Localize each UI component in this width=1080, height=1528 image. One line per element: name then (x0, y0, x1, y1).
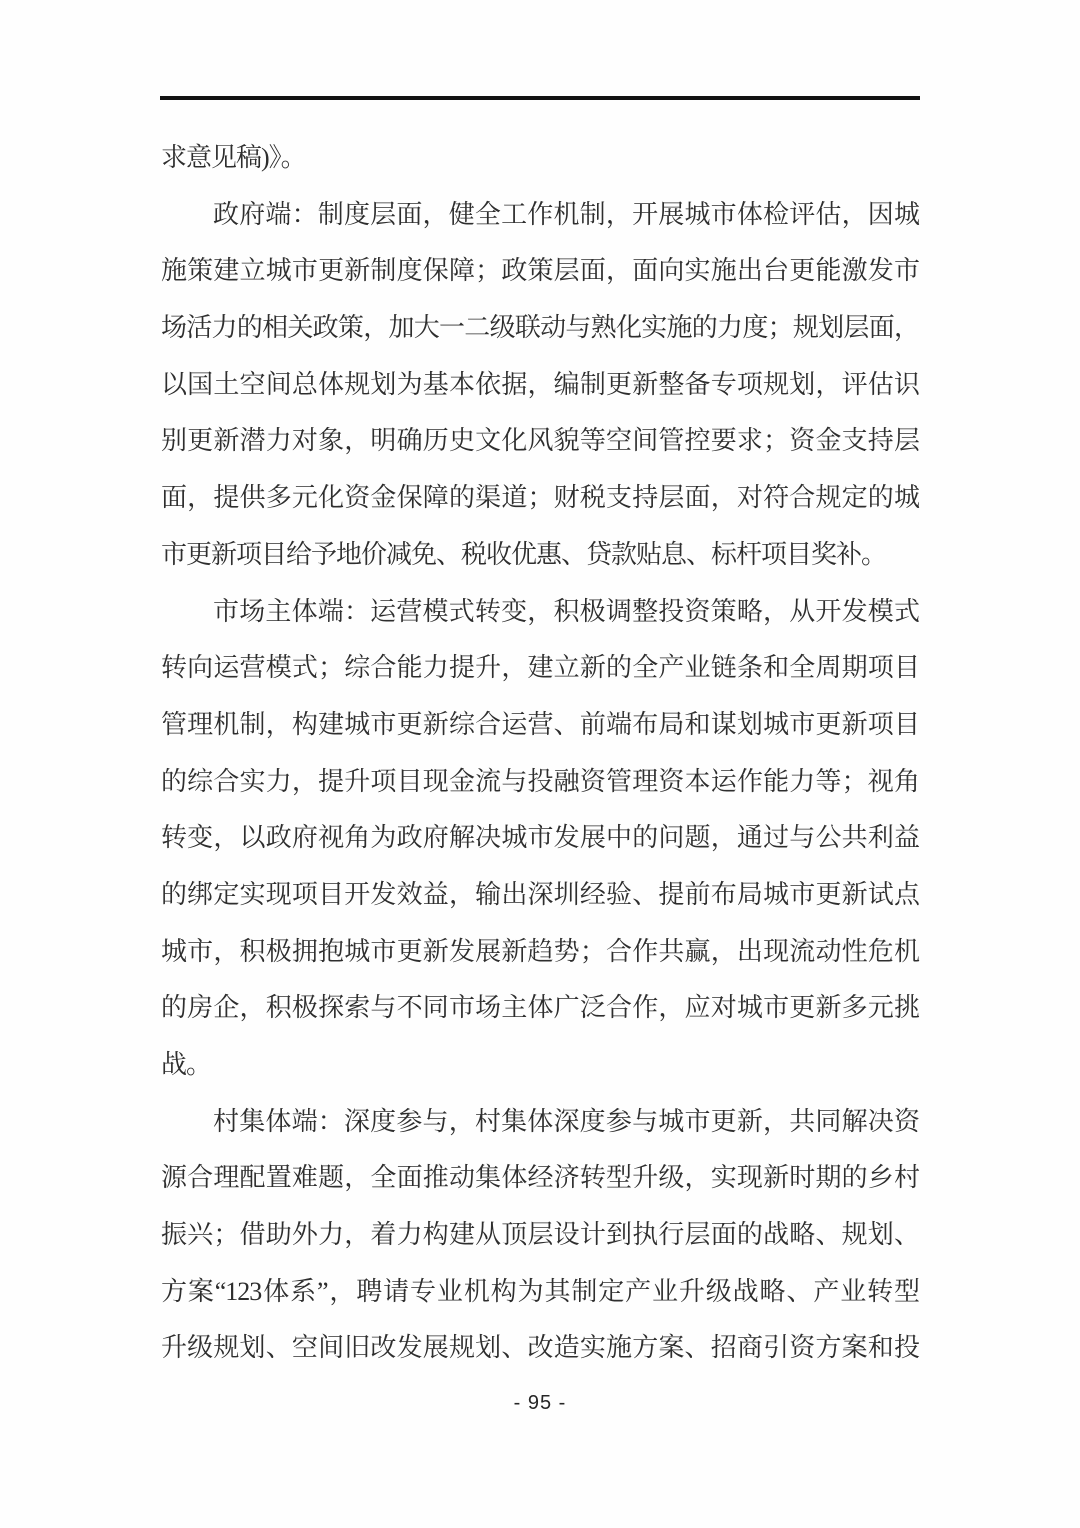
text-line: 求意见稿)》。 (161, 143, 306, 172)
text-line: 的房企，积极探索与不同市场主体广泛合作，应对城市更新多元挑 (161, 993, 919, 1023)
text-line: 方案“123体系”，聘请专业机构为其制定产业升级战略、产业转型 (161, 1276, 919, 1306)
text-line: 振兴；借助外力，着力构建从顶层设计到执行层面的战略、规划、 (161, 1220, 919, 1250)
text-line: 升级规划、空间旧改发展规划、改造实施方案、招商引资方案和投 (161, 1333, 919, 1363)
text-line: 战。 (161, 1050, 212, 1079)
paragraph (161, 187, 919, 584)
paragraph (161, 130, 919, 187)
text-line: 的绑定实现项目开发效益，输出深圳经验、提前布局城市更新试点 (161, 879, 919, 909)
page-number: - 95 - (513, 1392, 567, 1414)
text-line: 的综合实力，提升项目现金流与投融资管理资本运作能力等；视角 (161, 766, 919, 796)
text-line: 市场主体端：运营模式转变，积极调整投资策略，从开发模式 (213, 596, 919, 626)
text-line: 面，提供多元化资金保障的渠道；财税支持层面，对符合规定的城 (161, 483, 919, 513)
header-rule (160, 96, 920, 100)
text-line: 村集体端：深度参与，村集体深度参与城市更新，共同解决资 (213, 1106, 919, 1136)
paragraph (161, 1094, 919, 1377)
text-line: 转向运营模式；综合能力提升，建立新的全产业链条和全周期项目 (161, 653, 919, 683)
paragraph (161, 584, 919, 1094)
text-line: 政府端：制度层面，健全工作机制，开展城市体检评估，因城 (213, 199, 919, 229)
text-line: 以国土空间总体规划为基本依据，编制更新整备专项规划，评估识 (161, 369, 919, 399)
text-line: 转变，以政府视角为政府解决城市发展中的问题，通过与公共利益 (161, 823, 919, 853)
text-line: 别更新潜力对象，明确历史文化风貌等空间管控要求；资金支持层 (161, 426, 919, 456)
text-line: 场活力的相关政策，加大一二级联动与熟化实施的力度；规划层面， (161, 313, 919, 343)
text-line: 城市，积极拥抱城市更新发展新趋势；合作共赢，出现流动性危机 (161, 936, 919, 966)
text-line: 源合理配置难题，全面推动集体经济转型升级，实现新时期的乡村 (161, 1163, 919, 1193)
text-line: 管理机制，构建城市更新综合运营、前端布局和谋划城市更新项目 (161, 709, 919, 739)
text-line: 市更新项目给予地价减免、税收优惠、贷款贴息、标杆项目奖补。 (161, 539, 887, 569)
page-body (161, 130, 919, 1377)
text-line: 施策建立城市更新制度保障；政策层面，面向实施出台更能激发市 (161, 256, 919, 286)
